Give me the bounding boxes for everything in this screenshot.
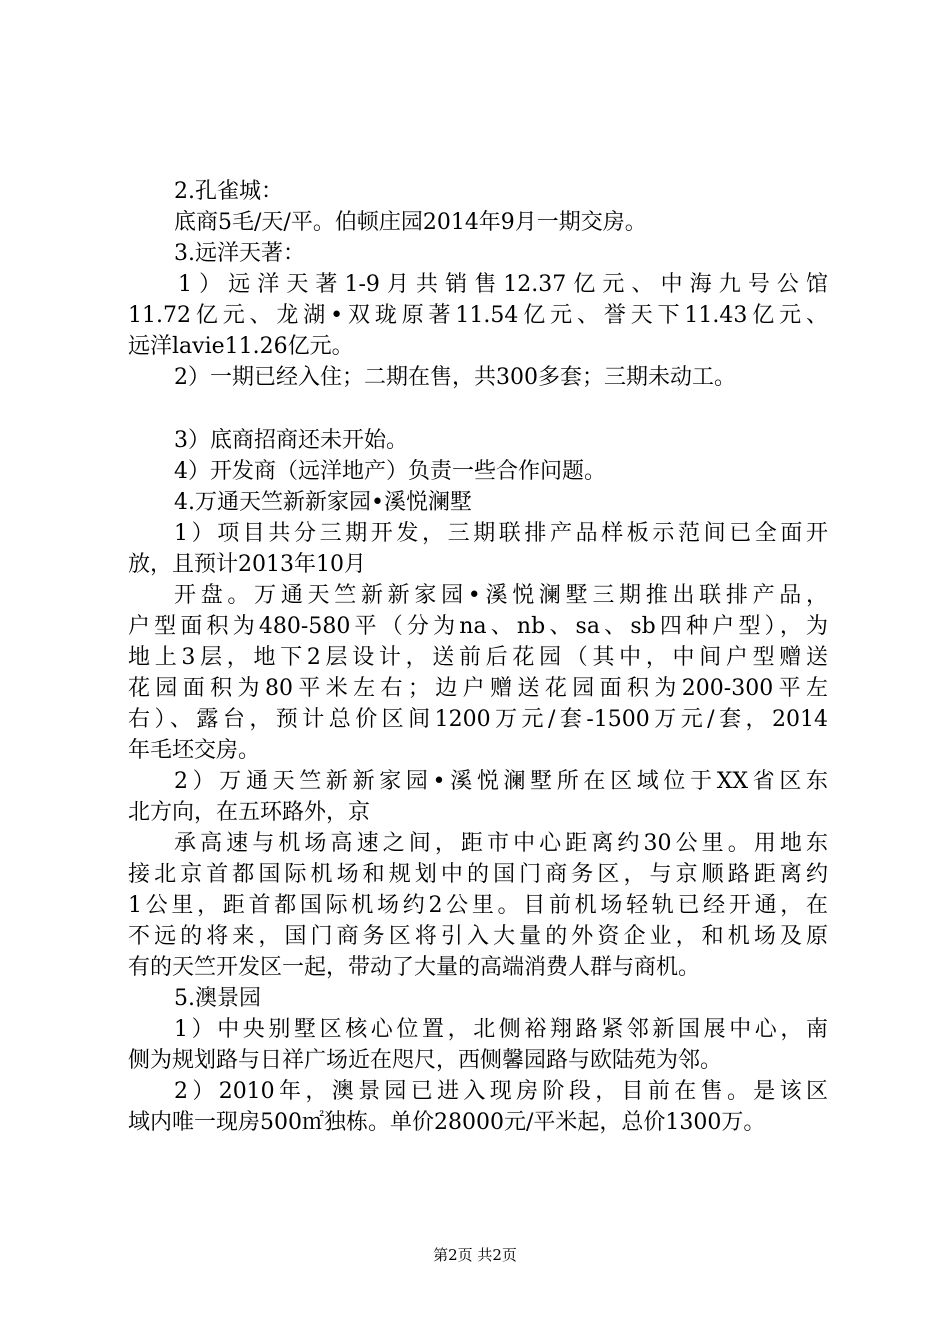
paragraph-line: 底商5毛/天/平。伯顿庄园2014年9月一期交房。: [174, 210, 647, 235]
paragraph-line: 不远的将来，国门商务区将引入大量的外资企业，和机场及原: [128, 924, 828, 949]
paragraph-line: 1）项目共分三期开发，三期联排产品样板示范间已全面开: [174, 521, 828, 546]
paragraph-line: 1公里，距首都国际机场约2公里。目前机场轻轨已经开通，在: [128, 893, 828, 918]
paragraph-line: 2）万通天竺新新家园•溪悦澜墅所在区域位于XX省区东: [174, 769, 828, 794]
paragraph-line: 3）底商招商还未开始。: [174, 428, 408, 453]
paragraph-line: 11.72亿元、龙湖•双珑原著11.54亿元、誉天下11.43亿元、: [128, 303, 828, 328]
paragraph-line: 2）2010年，澳景园已进入现房阶段，目前在售。是该区: [174, 1079, 828, 1104]
paragraph-line: 花园面积为80平米左右；边户赠送花园面积为200-300平左: [128, 676, 828, 701]
heading-yuanyang-tianzhu: 3.远洋天著：: [174, 241, 305, 266]
paragraph-line: 右）、露台，预计总价区间1200万元/套-1500万元/套，2014: [128, 707, 828, 732]
paragraph-line: 2）一期已经入住；二期在售，共300多套；三期未动工。: [174, 365, 736, 390]
page-footer: 第2页 共2页: [433, 1246, 517, 1264]
document-body: [128, 176, 828, 1138]
heading-kongquecheng: 2.孔雀城：: [174, 179, 283, 204]
paragraph-line: 放，且预计2013年10月: [128, 552, 366, 577]
paragraph-line: 年毛坯交房。: [128, 738, 261, 763]
paragraph-gap: [128, 393, 828, 425]
heading-wantong-tianzhu: 4.万通天竺新新家园•溪悦澜墅: [174, 490, 472, 515]
paragraph-line: 有的天竺开发区一起，带动了大量的高端消费人群与商机。: [128, 955, 701, 980]
paragraph-line: 地上3层，地下2层设计，送前后花园（其中，中间户型赠送: [128, 645, 828, 670]
paragraph-line: 开盘。万通天竺新新家园•溪悦澜墅三期推出联排产品，: [174, 583, 828, 608]
paragraph-line: 接北京首都国际机场和规划中的国门商务区，与京顺路距离约: [128, 862, 828, 887]
paragraph-line: 户型面积为480-580平（分为na、nb、sa、sb四种户型），为: [128, 614, 828, 639]
heading-aojingyuan: 5.澳景园: [174, 986, 261, 1011]
paragraph-line: 远洋lavie11.26亿元。: [128, 334, 354, 359]
paragraph-line: 4）开发商（远洋地产）负责一些合作问题。: [174, 459, 606, 484]
paragraph-line: 1）远洋天著1-9月共销售12.37亿元、中海九号公馆: [178, 272, 828, 297]
paragraph-line: 北方向，在五环路外，京: [128, 800, 371, 825]
paragraph-line: 承高速与机场高速之间，距市中心距离约30公里。用地东: [174, 831, 828, 856]
paragraph-line: 侧为规划路与日祥广场近在咫尺，西侧馨园路与欧陆苑为邻。: [128, 1048, 723, 1073]
paragraph-line: 1）中央别墅区核心位置，北侧裕翔路紧邻新国展中心，南: [174, 1017, 828, 1042]
paragraph-line: 域内唯一现房500㎡独栋。单价28000元/平米起，总价1300万。: [128, 1110, 766, 1135]
